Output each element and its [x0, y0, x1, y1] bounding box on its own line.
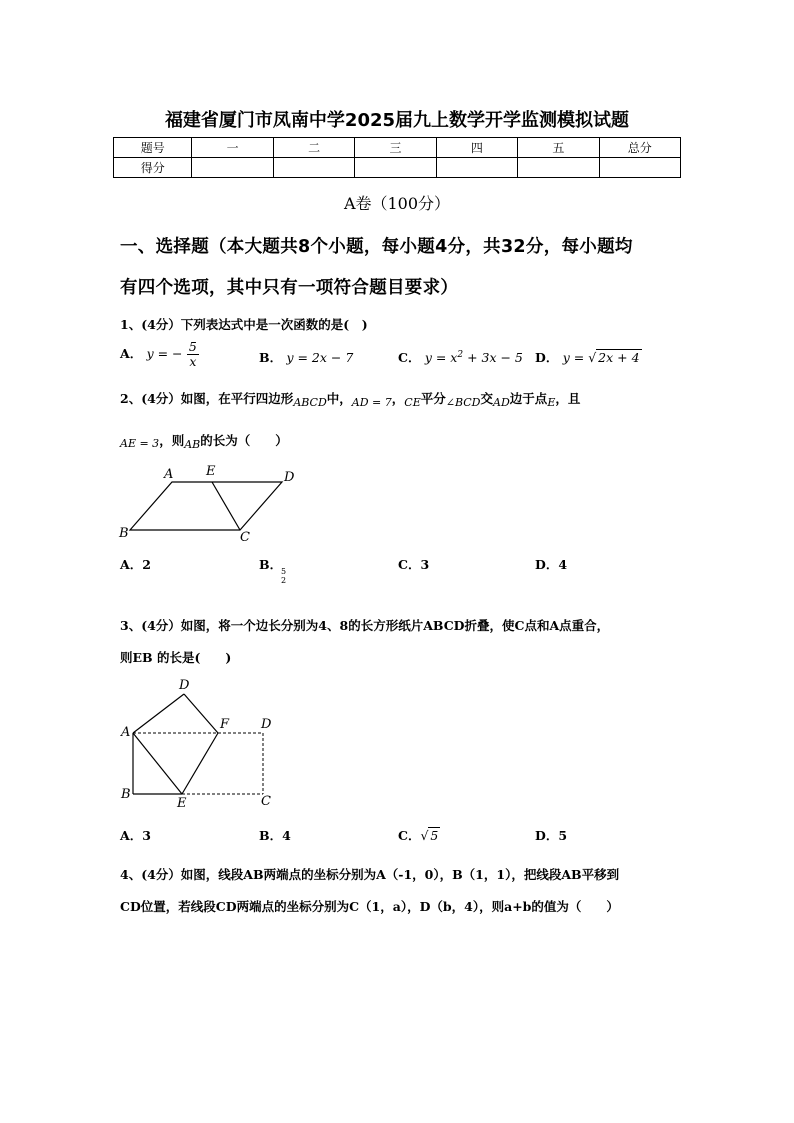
question-2-option-d[interactable]: D．4	[535, 557, 568, 572]
question-3-option-d[interactable]: D．5	[535, 828, 568, 843]
score-input-cell[interactable]	[192, 158, 273, 178]
question-1-option-a[interactable]	[120, 340, 199, 369]
sqrt-radicand: 5	[430, 828, 439, 843]
label-d: D	[284, 470, 295, 485]
sqrt-sign: √	[588, 350, 597, 365]
question-2-stem-line1	[120, 389, 580, 407]
math-expression: AE = 3	[120, 437, 160, 450]
text: ，则	[159, 433, 185, 448]
table-cell: 二	[273, 138, 354, 158]
table-cell: 五	[518, 138, 599, 158]
question-2-option-a[interactable]: A．2	[120, 557, 151, 572]
score-table-header-row	[114, 138, 681, 158]
fraction-denominator: x	[189, 354, 197, 369]
question-3-option-b[interactable]: B．4	[259, 828, 291, 843]
score-input-cell[interactable]	[355, 158, 436, 178]
score-input-cell[interactable]	[518, 158, 599, 178]
question-2-option-b[interactable]: B．	[259, 557, 283, 572]
score-table-score-row	[114, 158, 681, 178]
text: 交	[480, 391, 494, 406]
math-expression: y = x	[424, 350, 458, 365]
section-a-heading: A卷（100分）	[343, 194, 451, 213]
fraction-denominator: 2	[281, 576, 287, 585]
fraction-numerator: 5	[188, 339, 197, 354]
label-c: C	[261, 794, 271, 809]
segment-ae	[133, 733, 182, 794]
sqrt-sign: √	[420, 828, 429, 843]
segment-ad-folded	[133, 694, 184, 733]
question-2-option-c[interactable]: C．3	[398, 557, 430, 572]
math-expression: y = 2x − 7	[286, 350, 354, 365]
label-f: F	[220, 717, 230, 732]
segment-df-folded	[184, 694, 218, 733]
parallelogram-figure	[112, 460, 312, 550]
table-cell: 三	[355, 138, 436, 158]
math-expression: E	[547, 396, 556, 409]
table-cell: 一	[192, 138, 273, 158]
part1-heading-line2: 有四个选项，其中只有一项符合题目要求）	[120, 278, 459, 298]
sqrt-radicand: 2x + 4	[598, 350, 640, 365]
text: ，且	[555, 391, 581, 406]
question-1-option-d[interactable]	[535, 348, 642, 366]
math-expression: CE	[404, 396, 421, 409]
label-b: B	[119, 526, 129, 541]
question-2-stem-line2	[120, 431, 288, 449]
option-label: C．	[398, 828, 421, 843]
question-3-stem-line1: 3、(4分）如图，将一个边长分别为4、8的长方形纸片ABCD折叠，使C点和A点重合，	[120, 618, 610, 633]
text: 平分	[420, 391, 446, 406]
table-cell: 得分	[114, 158, 192, 178]
option-label: D．	[535, 350, 559, 365]
question-2-option-b-fraction	[281, 567, 286, 585]
score-input-cell[interactable]	[436, 158, 517, 178]
option-label: B．	[259, 350, 283, 365]
table-cell: 题号	[114, 138, 192, 158]
fraction	[187, 340, 199, 369]
question-3-option-a[interactable]: A．3	[120, 828, 151, 843]
math-expression: AD	[493, 396, 510, 409]
part1-heading-line1: 一、选择题（本大题共8个小题，每小题4分，共32分，每小题均	[120, 237, 633, 257]
question-3-stem-line2: 则EB 的长是( )	[120, 650, 232, 665]
label-d-top: D	[179, 678, 190, 693]
text: 中，	[326, 391, 352, 406]
exam-title: 福建省厦门市凤南中学2025届九上数学开学监测模拟试题	[164, 110, 630, 131]
question-4-stem-line1: 4、(4分）如图，线段AB两端点的坐标分别为A（-1，0），B（1，1），把线段AB平移到	[120, 867, 620, 882]
segment-ef	[182, 733, 218, 794]
label-b: B	[121, 787, 131, 802]
folded-rectangle-figure	[112, 672, 287, 812]
score-input-cell[interactable]	[599, 158, 680, 178]
math-expression: + 3x − 5	[463, 350, 523, 365]
math-expression: ∠BCD	[445, 396, 481, 409]
table-cell: 四	[436, 138, 517, 158]
text: 的长为（ ）	[200, 433, 288, 448]
label-a: A	[121, 725, 131, 740]
math-expression: AD = 7	[351, 396, 392, 409]
text: 2、(4分）如图，在平行四边形	[120, 391, 294, 406]
question-1-option-b[interactable]	[259, 348, 353, 366]
math-expression: AB	[184, 438, 201, 451]
text: ，	[391, 391, 405, 406]
label-d-right: D	[261, 717, 272, 732]
segment-ce	[212, 482, 240, 530]
score-input-cell[interactable]	[273, 158, 354, 178]
math-expression: y = −	[146, 346, 183, 361]
question-1-stem: 1、(4分）下列表达式中是一次函数的是( )	[120, 317, 368, 332]
label-e: E	[206, 464, 216, 479]
option-label: A．	[120, 346, 143, 361]
label-a: A	[164, 467, 174, 482]
table-cell: 总分	[599, 138, 680, 158]
score-table	[113, 137, 681, 178]
math-expression: ABCD	[293, 396, 327, 409]
fraction-numerator: 5	[281, 567, 287, 576]
label-c: C	[240, 530, 250, 545]
question-1-option-c[interactable]	[398, 348, 523, 366]
exponent: 2	[457, 349, 464, 360]
question-4-stem-line2: CD位置，若线段CD两端点的坐标分别为C（1，a），D（b，4），则a+b的值为（ ）	[120, 899, 619, 914]
parallelogram-abcd	[130, 482, 282, 530]
math-expression: y =	[562, 350, 589, 365]
text: 边于点	[509, 391, 548, 406]
question-3-option-c[interactable]	[398, 826, 440, 844]
label-e: E	[177, 796, 187, 811]
option-label: C．	[398, 350, 421, 365]
